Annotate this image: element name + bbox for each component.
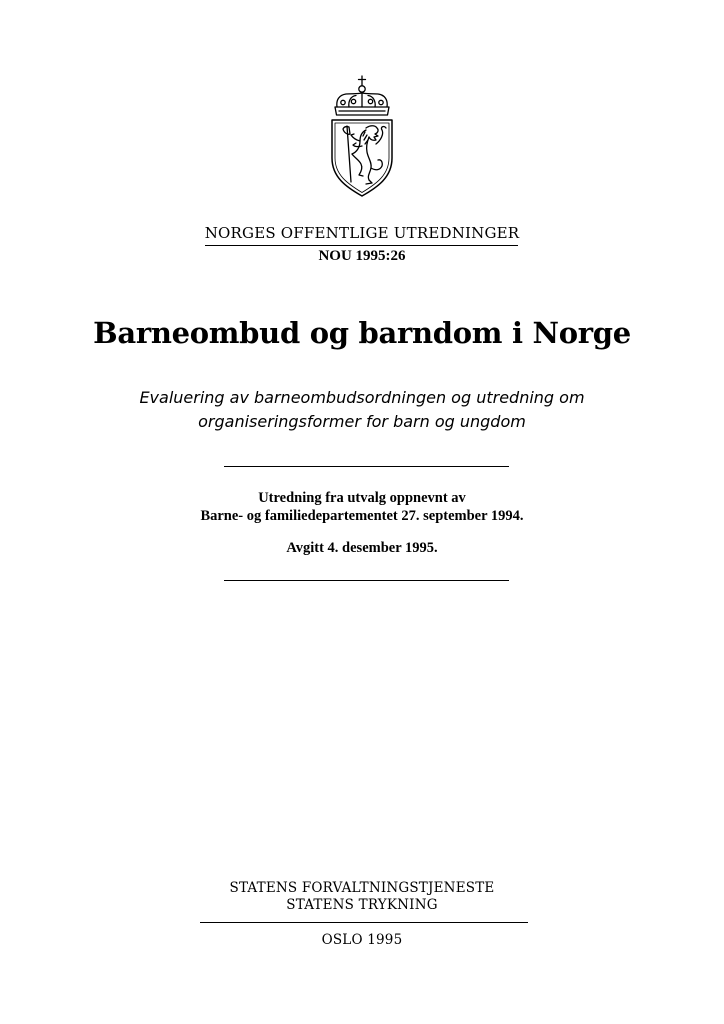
place-and-year: OSLO 1995 <box>321 932 403 948</box>
coat-of-arms-icon <box>326 74 398 198</box>
divider-upper <box>224 466 509 467</box>
publisher-line-1: STATENS FORVALTNINGSTJENESTE <box>229 880 495 896</box>
subtitle-line-2: organiseringsformer for barn og ungdom <box>198 412 526 431</box>
series-name: NORGES OFFENTLIGE UTREDNINGER <box>204 224 520 242</box>
subtitle-line-1: Evaluering av barneombudsordningen og utredning om <box>139 388 585 407</box>
divider-lower <box>224 580 509 581</box>
description-line-2: Barne- og familiedepartementet 27. september 1994. <box>200 508 524 524</box>
series-divider <box>205 245 518 246</box>
publisher-divider <box>200 922 528 923</box>
document-title: Barneombud og barndom i Norge <box>93 316 631 350</box>
publisher-line-2: STATENS TRYKNING <box>286 897 438 913</box>
report-number: NOU 1995:26 <box>318 248 406 264</box>
description-line-1: Utredning fra utvalg oppnevnt av <box>258 490 466 506</box>
delivered-date: Avgitt 4. desember 1995. <box>286 540 438 556</box>
document-subtitle <box>0 386 724 434</box>
